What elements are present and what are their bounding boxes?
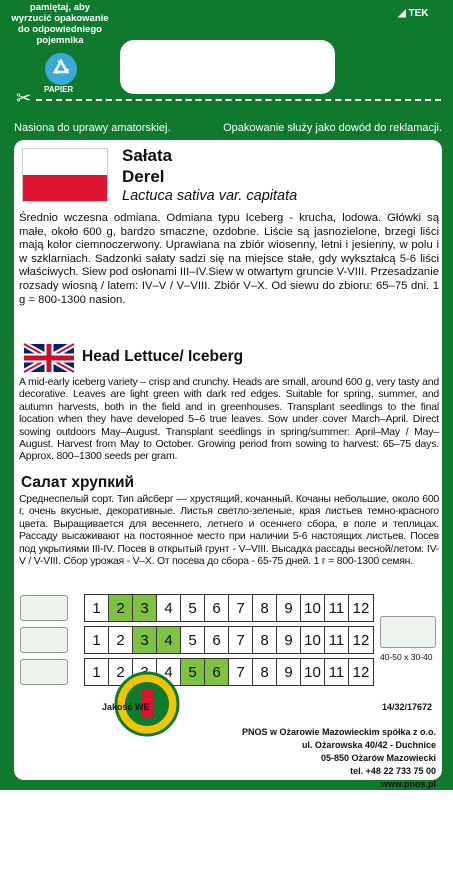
month-cell: 10 xyxy=(301,627,325,653)
phone-line: tel. +48 22 733 75 00 xyxy=(350,766,436,776)
calendar-row-sowing xyxy=(20,594,374,622)
month-cell: 1 xyxy=(85,659,109,685)
month-cell: 1 xyxy=(85,627,109,653)
month-cell: 9 xyxy=(277,659,301,685)
packet-window xyxy=(120,40,335,94)
company-name: PNOS w Ożarowie Mazowieckim spółka z o.o. xyxy=(241,727,436,737)
month-cell: 9 xyxy=(277,627,301,653)
poland-flag-icon xyxy=(22,148,108,202)
month-cell: 7 xyxy=(229,659,253,685)
info-card xyxy=(14,140,442,789)
quality-label: Jakość WE xyxy=(102,702,150,712)
month-cell: 3 xyxy=(133,595,157,621)
month-cell: 7 xyxy=(229,627,253,653)
month-cell: 5 xyxy=(181,627,205,653)
packet-notes xyxy=(14,122,442,134)
description-ru: Среднеспелый сорт. Тип айсберг — хрустящий, кочанный. Кочаны небольшие, около 600 г, очень вкусные, декоративные. Листья светло-зеленые, края листьев темно-красного цвета. Выращивается для весеннего, летнего и осеннего сбора, в поле и теплицах. Рассаду высаживают на постоянное место при наличии 5-6 настоящих листьев. Посев под укрытиями III-IV. Посев в открытый грунт - V–VIII. Высадка рассады весной/летом: IV-V / V-VIII. Сбор урожая - V–X. От посева до сбора - 65-75 дней. 1 г = 800-1300 семян. xyxy=(19,494,439,568)
month-cell: 6 xyxy=(205,627,229,653)
latin-name: Lactuca sativa var. capitata xyxy=(122,188,298,204)
month-cell: 2 xyxy=(109,627,133,653)
month-cell: 4 xyxy=(157,659,181,685)
month-cell: 6 xyxy=(205,595,229,621)
month-cell: 7 xyxy=(229,595,253,621)
month-cell: 11 xyxy=(325,627,349,653)
papier-label: PAPIER xyxy=(44,85,74,94)
description-pl: Średnio wczesna odmiana. Odmiana typu Iceberg - krucha, lodowa. Główki są małe, około 600 g, bardzo smaczne, ozdobne. Liście są jasnozielone, brzegi liści mają kolor ciemnoczerwony. Uprawiana na zbiór wiosenny, letni i jesienny, w polu i w szklarniach. Sadzonki sałaty sadzi się na miejsce stałe, gdy wykształcą 5-6 liści właściwych. Siew pod osłonami III–IV.Siew w otwartym gruncie V-VIII. Przesadzanie rozsady wiosną / latem: IV–V / V–VIII. Zbiór V–X. Od siewu do zbioru: 65–75 dni. 1 g = 800-1300 nasion. xyxy=(19,212,439,306)
russian-title: Салат хрупкий xyxy=(21,474,135,491)
product-name: Sałata xyxy=(122,146,173,165)
month-cell: 9 xyxy=(277,595,301,621)
month-cell: 10 xyxy=(301,595,325,621)
month-cell: 4 xyxy=(157,595,181,621)
month-cell: 12 xyxy=(349,659,373,685)
scissors-icon: ✂ xyxy=(16,88,32,108)
month-cell: 2 xyxy=(109,659,133,685)
street-line: ul. Ożarowska 40/42 - Duchnice xyxy=(301,740,436,750)
greenhouse-icon xyxy=(20,595,68,621)
amateur-note: Nasiona do uprawy amatorskiej. xyxy=(14,122,171,134)
month-cell: 10 xyxy=(301,659,325,685)
month-cell: 3 xyxy=(133,627,157,653)
tek-label: TEK xyxy=(408,8,429,19)
uk-flag-icon xyxy=(24,344,74,372)
website-line: www.pnos.pl xyxy=(380,779,436,789)
english-title: Head Lettuce/ Iceberg xyxy=(82,348,244,365)
calendar-months xyxy=(84,626,374,654)
month-cell: 8 xyxy=(253,627,277,653)
calendar-months xyxy=(84,594,374,622)
company-address xyxy=(200,726,436,791)
variety-name: Derel xyxy=(122,167,165,186)
month-cell: 12 xyxy=(349,627,373,653)
plant-spacing: 40-50 x 30-40 xyxy=(380,652,433,662)
month-cell: 12 xyxy=(349,595,373,621)
recycle-note: pamiętaj, aby wyrzucić opakowanie do odpowiedniego pojemnika xyxy=(11,2,109,46)
complaint-note: Opakowanie służy jako dowód do reklamacji. xyxy=(223,122,442,134)
month-cell: 8 xyxy=(253,659,277,685)
recycle-icon xyxy=(44,52,78,86)
month-cell: 6 xyxy=(205,659,229,685)
harvest-basket-icon xyxy=(20,659,68,685)
plant-spacing-icon xyxy=(380,616,436,648)
month-cell: 5 xyxy=(181,595,205,621)
tek-logo: ◢ TEK xyxy=(398,8,429,19)
seedling-tray-icon xyxy=(20,627,68,653)
month-cell: 1 xyxy=(85,595,109,621)
cut-line xyxy=(36,99,441,101)
month-cell: 2 xyxy=(109,595,133,621)
calendar-row-harvest xyxy=(20,658,374,686)
month-cell: 11 xyxy=(325,659,349,685)
calendar-row-transplanting xyxy=(20,626,374,654)
city-line: 05-850 Ożarów Mazowiecki xyxy=(320,753,436,763)
month-cell: 8 xyxy=(253,595,277,621)
month-cell: 5 xyxy=(181,659,205,685)
description-en: A mid-early iceberg variety – crisp and crunchy. Heads are small, around 600 g, very tasty and decorative. Leaves are light green with dark red edges. Suitable for spring, summer, and autumn harvests, both in the field and in greenhouses. Transplant seedlings to the final location when they have developed 5–6 true leaves. Sow under cover March–April. Direct sowing outdoors May–August. Transplant seedlings in spring/summer: April–May / May–August. Harvest from May to October. Growing period from sowing to harvest: 65–75 days. Approx. 800–1300 seeds per gram. xyxy=(19,376,439,463)
month-cell: 4 xyxy=(157,627,181,653)
batch-code: 14/32/17672 xyxy=(382,702,433,712)
month-cell: 11 xyxy=(325,595,349,621)
